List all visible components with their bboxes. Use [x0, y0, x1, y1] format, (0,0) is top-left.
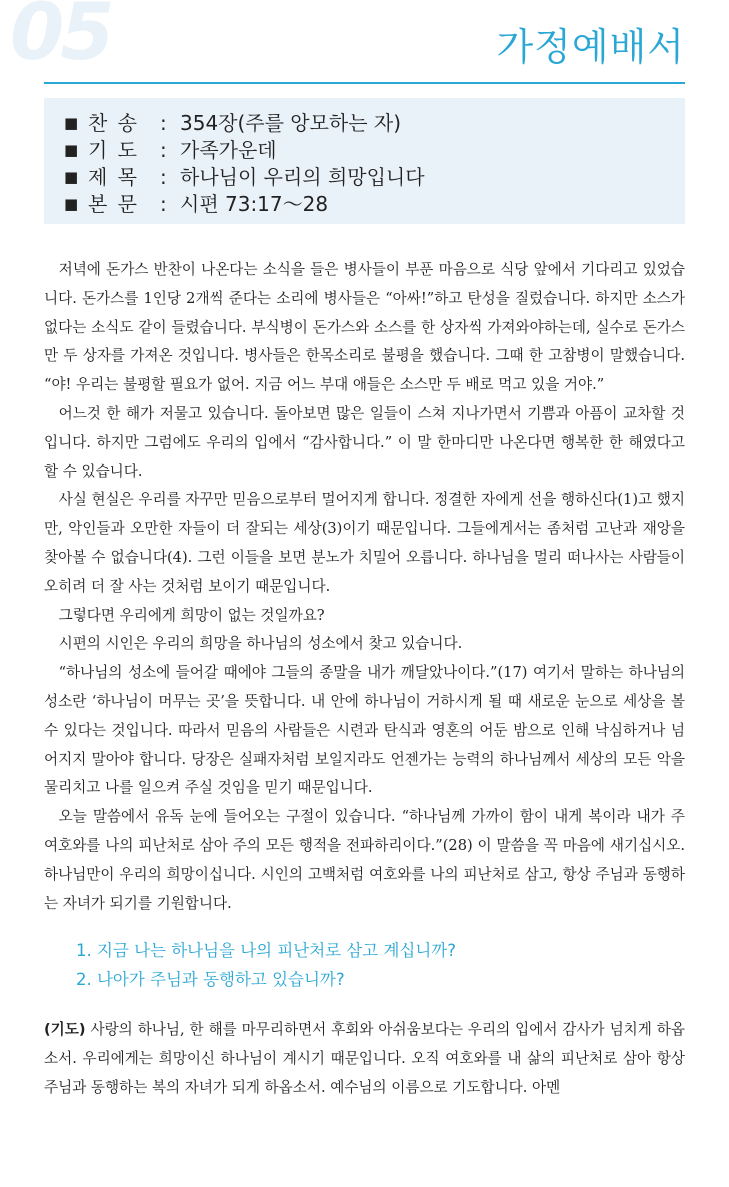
info-value: 354장(주를 앙모하는 자)	[180, 111, 402, 135]
sermon-body	[44, 256, 685, 918]
info-colon: :	[160, 165, 167, 189]
info-label: 제 목	[88, 165, 139, 189]
body-paragraph: 어느것 한 해가 저물고 있습니다. 돌아보면 많은 일들이 스쳐 지나가면서 기쁨과 아픔이 교차할 것입니다. 하지만 그럼에도 우리의 입에서 “감사합니다.” 이 말 한마디만 나온다면 행복한 한 해였다고 할 수 있습니다.	[44, 404, 685, 480]
body-paragraph: 저녁에 돈가스 반찬이 나온다는 소식을 들은 병사들이 부푼 마음으로 식당 앞에서 기다리고 있었습니다. 돈가스를 1인당 2개씩 준다는 소리에 병사들은 “아싸!”하고 탄성을 질렀습니다. 하지만 소스가 없다는 소식도 같이 들렸습니다. 부식병이 돈가스와 소스를 한 상자씩 가져와야하는데, 실수로 돈가스만 두 상자를 가져온 것입니다. 병사들은 한목소리로 불평을 했습니다. 그때 한 고참병이 말했습니다. “야! 우리는 불평할 필요가 없어. 지금 어느 부대 애들은 소스만 두 배로 먹고 있을 거야.”	[44, 261, 685, 394]
info-value: 시편 73:17～28	[180, 192, 329, 216]
info-value: 가족가운데	[180, 138, 277, 162]
info-colon: :	[160, 138, 167, 162]
info-colon: :	[160, 192, 167, 216]
question-item: 1. 지금 나는 하나님을 나의 피난처로 삼고 계십니까?	[76, 941, 456, 960]
page-number: 05	[10, 0, 111, 78]
square-bullet-icon: ■	[64, 141, 79, 159]
info-colon: :	[160, 111, 167, 135]
info-row-prayer	[64, 137, 685, 164]
reflection-questions	[76, 936, 456, 994]
body-paragraph: 그렇다면 우리에게 희망이 없는 것일까요?	[58, 606, 325, 624]
closing-prayer	[44, 1016, 685, 1102]
body-paragraph: 시편의 시인은 우리의 희망을 하나님의 성소에서 찾고 있습니다.	[58, 635, 463, 653]
square-bullet-icon: ■	[64, 168, 79, 186]
info-value: 하나님이 우리의 희망입니다	[180, 165, 425, 189]
prayer-text: 사랑의 하나님, 한 해를 마무리하면서 후회와 아쉬움보다는 우리의 입에서 감사가 넘치게 하옵소서. 우리에게는 희망이신 하나님이 계시기 때문입니다. 오직 여호와를 내 삶의 피난처로 삼아 항상 주님과 동행하는 복의 자녀가 되게 하옵소서. 예수님의 이름으로 기도합니다. 아멘	[44, 1021, 685, 1096]
service-info-box	[44, 98, 685, 224]
body-paragraph: 오늘 말씀에서 유독 눈에 들어오는 구절이 있습니다. “하나님께 가까이 함이 내게 복이라 내가 주 여호와를 나의 피난처로 삼아 주의 모든 행적을 전파하리이다.”(28) 이 말씀을 꼭 마음에 새기십시오. 하나님만이 우리의 희망이십니다. 시인의 고백처럼 여호와를 나의 피난처로 삼고, 항상 주님과 동행하는 자녀가 되기를 기원합니다.	[44, 808, 685, 912]
info-label: 기 도	[88, 138, 139, 162]
page-title: 가정예배서	[496, 25, 685, 69]
title-divider	[44, 82, 685, 84]
info-label: 찬 송	[88, 111, 139, 135]
prayer-label: (기도)	[44, 1021, 86, 1038]
info-label: 본 문	[88, 192, 139, 216]
body-paragraph: “하나님의 성소에 들어갈 때에야 그들의 종말을 내가 깨달았나이다.”(17) 여기서 말하는 하나님의 성소란 ‘하나님이 머무는 곳’을 뜻합니다. 내 안에 하나님이 거하시게 될 때 새로운 눈으로 세상을 볼 수 있다는 것입니다. 따라서 믿음의 사람들은 시련과 탄식과 영혼의 어둔 밤으로 인해 낙심하거나 넘어지지 말아야 합니다. 당장은 실패자처럼 보일지라도 언젠가는 능력의 하나님께서 세상의 모든 악을 물리치고 나를 일으켜 주실 것임을 믿기 때문입니다.	[44, 664, 685, 797]
body-paragraph: 사실 현실은 우리를 자꾸만 믿음으로부터 멀어지게 합니다. 정결한 자에게 선을 행하신다(1)고 했지만, 악인들과 오만한 자들이 더 잘되는 세상(3)이기 때문입니다. 그들에게서는 좀처럼 고난과 재앙을 찾아볼 수 없습니다(4). 그런 이들을 보면 분노가 치밀어 오릅니다. 하나님을 멀리 떠나사는 사람들이 오히려 더 잘 사는 것처럼 보이기 때문입니다.	[44, 491, 685, 595]
square-bullet-icon: ■	[64, 114, 79, 132]
question-item: 2. 나아가 주님과 동행하고 있습니까?	[76, 970, 345, 989]
info-row-hymn	[64, 110, 685, 137]
square-bullet-icon: ■	[64, 195, 79, 213]
info-row-scripture	[64, 191, 685, 218]
info-row-title	[64, 164, 685, 191]
